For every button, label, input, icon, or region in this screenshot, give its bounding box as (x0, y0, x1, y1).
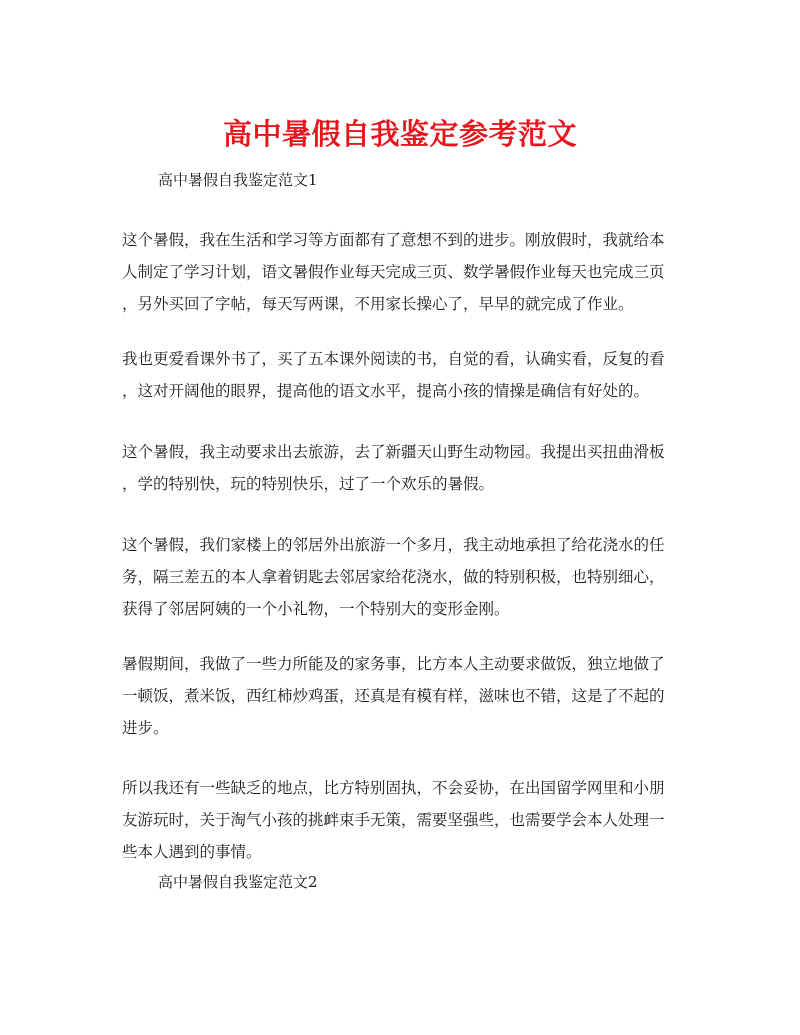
paragraph-line: 些本人遇到的事情。 (122, 843, 262, 861)
paragraph-line: ，学的特别快，玩的特别快乐，过了一个欢乐的暑假。 (122, 475, 495, 493)
paragraph-line: 所以我还有一些缺乏的地点，比方特别固执，不会妥协，在出国留学网里和小朋 (122, 779, 665, 797)
paragraph-line: ，另外买回了字帖，每天写两课，不用家长操心了，早早的就完成了作业。 (122, 295, 634, 313)
paragraph-line: 一顿饭，煮米饭，西红柿炒鸡蛋，还真是有模有样，滋味也不错，这是了不起的 (122, 687, 665, 705)
paragraph-line: 务，隔三差五的本人拿着钥匙去邻居家给花浇水，做的特别积极，也特别细心， (122, 568, 665, 586)
paragraph-line: 进步。 (122, 719, 169, 737)
section-heading-1: 高中暑假自我鉴定范文1 (158, 171, 318, 189)
paragraph-line: ，这对开阔他的眼界，提高他的语文水平，提高小孩的情操是确信有好处的。 (122, 382, 650, 400)
paragraph-4 (122, 529, 678, 625)
paragraph-line: 获得了邻居阿姨的一个小礼物，一个特别大的变形金刚。 (122, 600, 510, 618)
paragraph-2 (122, 343, 678, 407)
paragraph-6 (122, 772, 678, 868)
section-heading-2: 高中暑假自我鉴定范文2 (158, 873, 318, 891)
paragraph-line: 人制定了学习计划，语文暑假作业每天完成三页、数学暑假作业每天也完成三页 (122, 263, 665, 281)
paragraph-3 (122, 436, 678, 500)
document-title: 高中暑假自我鉴定参考范文 (222, 117, 577, 151)
paragraph-line: 这个暑假，我主动要求出去旅游，去了新疆天山野生动物园。我提出买扭曲滑板 (122, 443, 665, 461)
paragraph-line: 暑假期间，我做了一些力所能及的家务事，比方本人主动要求做饭，独立地做了 (122, 655, 665, 673)
paragraph-line: 友游玩时，关于淘气小孩的挑衅束手无策，需要坚强些，也需要学会本人处理一 (122, 811, 665, 829)
paragraph-line: 这个暑假，我们家楼上的邻居外出旅游一个多月，我主动地承担了给花浇水的任 (122, 536, 665, 554)
paragraph-line: 这个暑假，我在生活和学习等方面都有了意想不到的进步。刚放假时，我就给本 (122, 231, 665, 249)
paragraph-1 (122, 224, 678, 320)
paragraph-line: 我也更爱看课外书了，买了五本课外阅读的书，自觉的看，认确实看，反复的看 (122, 350, 665, 368)
paragraph-5 (122, 648, 678, 744)
